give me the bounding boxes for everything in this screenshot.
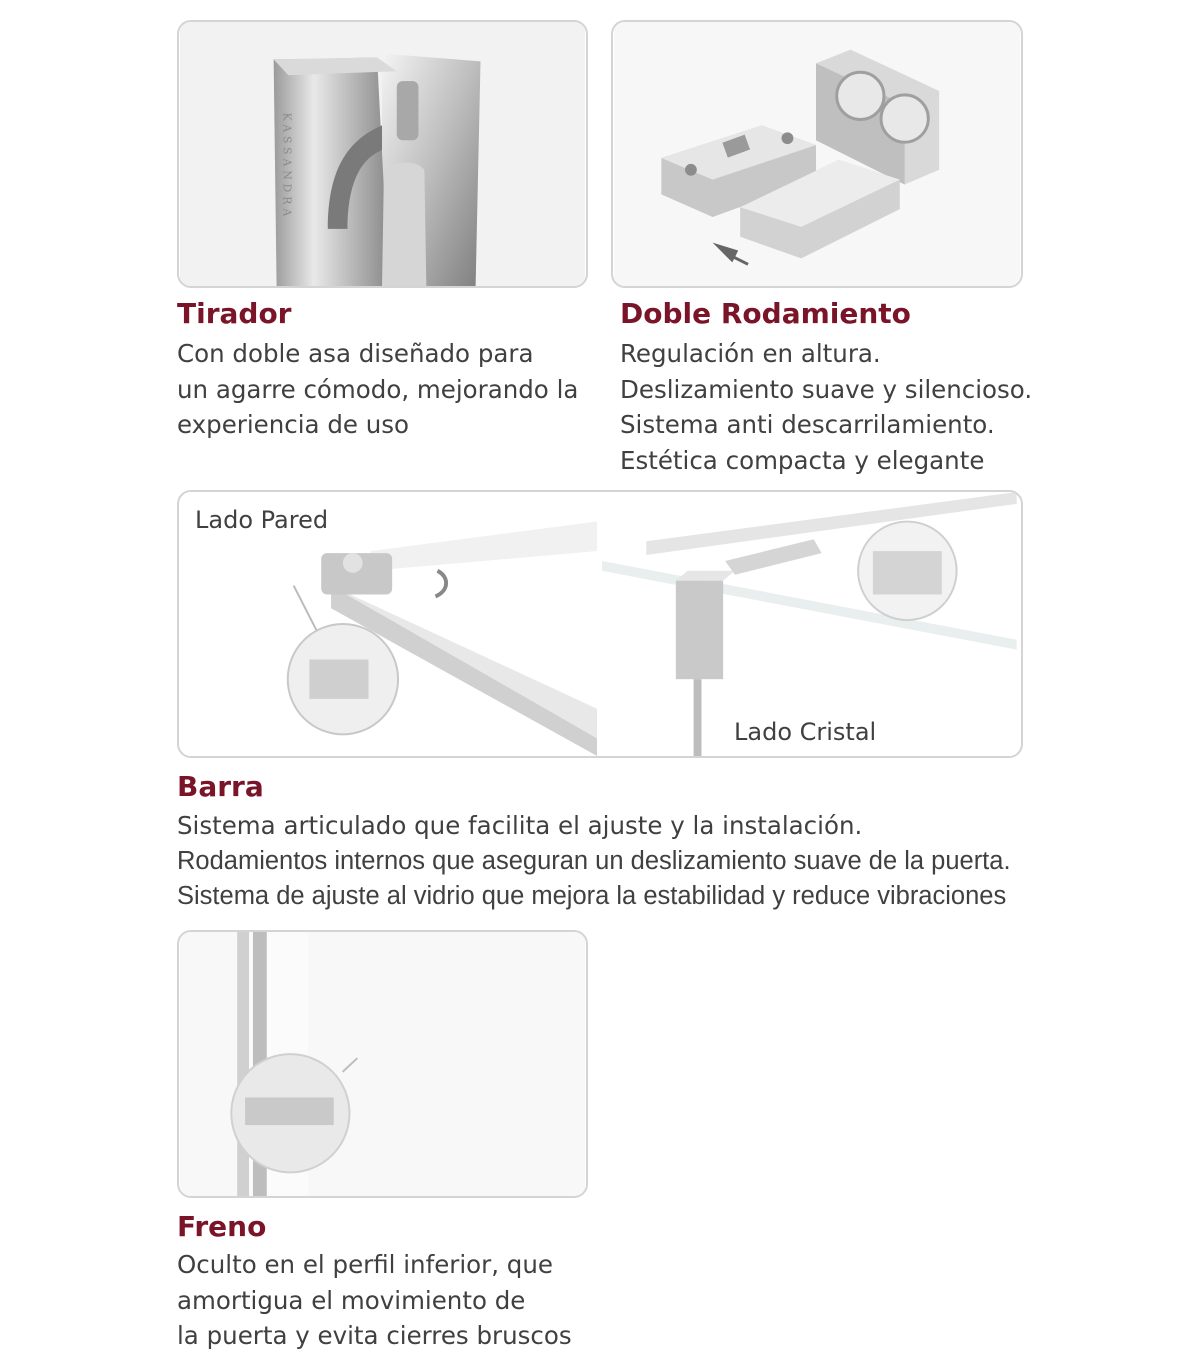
freno-line: Oculto en el perfil inferior, que [177, 1250, 553, 1279]
barra-line: Rodamientos internos que aseguran un deslizamiento suave de la puerta. [177, 846, 1011, 875]
rodamiento-roller-illustration [613, 22, 1021, 286]
tirador-image-card [177, 20, 588, 288]
rodamiento-description [620, 336, 1032, 478]
freno-description [177, 1247, 572, 1354]
tirador-handle-illustration [179, 22, 586, 286]
barra-line: Sistema articulado que facilita el ajuste y la instalación. [177, 811, 863, 840]
lado-pared-label: Lado Pared [195, 506, 329, 534]
freno-image-card [177, 930, 588, 1198]
barra-line: Sistema de ajuste al vidrio que mejora la estabilidad y reduce vibraciones [177, 882, 1007, 910]
freno-line: amortigua el movimiento de [177, 1285, 526, 1315]
rodamiento-line: Regulación en altura. [620, 339, 881, 368]
rodamiento-line: Deslizamiento suave y silencioso. [620, 374, 1033, 404]
rodamiento-line: Sistema anti descarrilamiento. [620, 410, 995, 439]
tirador-line: experiencia de uso [177, 410, 410, 439]
tirador-title: Tirador [177, 297, 292, 330]
tirador-engraving: KASSANDRA [280, 112, 294, 221]
freno-line: la puerta y evita cierres bruscos [177, 1321, 572, 1350]
freno-title: Freno [177, 1210, 267, 1243]
rodamiento-title: Doble Rodamiento [620, 297, 911, 330]
tirador-line: un agarre cómodo, mejorando la [177, 374, 579, 404]
barra-image-card [177, 490, 1023, 758]
rodamiento-image-card [611, 20, 1023, 288]
freno-brake-illustration [179, 932, 586, 1196]
rodamiento-line: Estética compacta y elegante [620, 445, 985, 475]
tirador-description [177, 336, 578, 443]
barra-description [177, 808, 1011, 915]
tirador-line: Con doble asa diseñado para [177, 339, 534, 368]
lado-cristal-label: Lado Cristal [734, 718, 877, 746]
barra-title: Barra [177, 770, 264, 803]
